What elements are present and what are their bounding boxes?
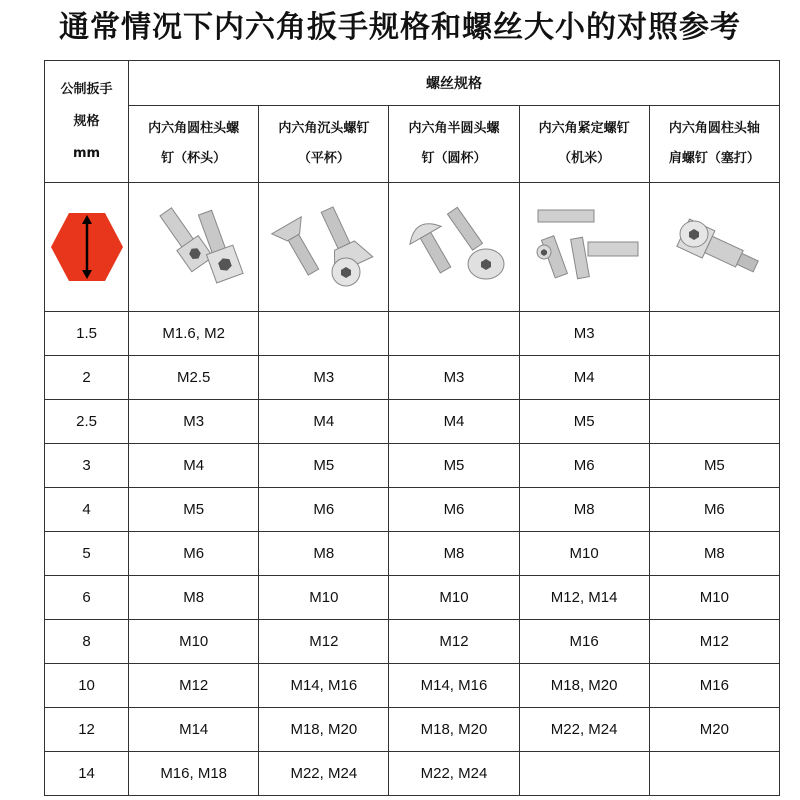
screw-size-cell: M10 [649,576,779,620]
col-header-countersunk [259,106,389,183]
shoulder-bolt-icon [654,192,774,302]
wrench-size-cell: 2 [45,356,129,400]
wrench-size-cell: 12 [45,708,129,752]
col-header-line: 内六角沉头螺钉 [278,121,370,136]
screw-size-cell: M18, M20 [519,664,649,708]
screw-size-cell: M8 [389,532,519,576]
screw-size-cell: M4 [129,444,259,488]
wrench-size-header-unit: mm [73,145,101,161]
screw-size-cell: M8 [259,532,389,576]
screw-size-cell: M12 [389,620,519,664]
table-row [45,444,780,488]
screw-size-cell [649,356,779,400]
col-header-button-head [389,106,519,183]
table-row [45,532,780,576]
screw-size-cell: M8 [519,488,649,532]
wrench-size-header-line2: 规格 [73,113,100,129]
col-header-line: 肩螺钉（塞打） [668,151,760,166]
screw-size-cell: M12 [129,664,259,708]
screw-size-cell: M3 [129,400,259,444]
table-row [45,752,780,796]
screw-size-cell: M3 [519,312,649,356]
screw-size-cell: M20 [649,708,779,752]
countersunk-screw-icon [264,192,384,302]
screw-size-cell: M18, M20 [389,708,519,752]
screw-size-cell: M10 [129,620,259,664]
screw-size-cell: M22, M24 [389,752,519,796]
col-header-line: 内六角半圆头螺 [408,121,500,136]
screw-size-cell: M6 [259,488,389,532]
wrench-screw-table [44,60,780,796]
col-header-set-screw [519,106,649,183]
screw-size-cell [649,400,779,444]
screw-size-cell: M12 [649,620,779,664]
screw-size-cell: M5 [649,444,779,488]
screw-size-cell: M4 [519,356,649,400]
screw-size-cell: M6 [389,488,519,532]
screw-size-cell: M3 [259,356,389,400]
screw-size-cell: M6 [519,444,649,488]
table-row [45,576,780,620]
screw-size-cell: M10 [519,532,649,576]
button-head-screw-image-cell [389,183,519,312]
wrench-size-header [45,61,129,183]
screw-size-cell [649,312,779,356]
screw-size-cell: M5 [259,444,389,488]
screw-size-cell: M10 [259,576,389,620]
screw-size-cell: M5 [129,488,259,532]
screw-size-cell [259,312,389,356]
screw-size-cell: M12 [259,620,389,664]
screw-size-cell: M3 [389,356,519,400]
screw-size-cell: M4 [259,400,389,444]
col-header-cup-head [129,106,259,183]
col-header-line: 钉（杯头） [161,151,227,166]
hexagon-icon-cell [45,183,129,312]
screw-size-cell: M14, M16 [259,664,389,708]
table-row [45,664,780,708]
countersunk-screw-image-cell [259,183,389,312]
screw-size-cell: M4 [389,400,519,444]
screw-size-cell: M1.6, M2 [129,312,259,356]
screw-size-cell: M6 [129,532,259,576]
wrench-size-cell: 2.5 [45,400,129,444]
screw-size-cell: M16, M18 [129,752,259,796]
wrench-size-cell: 3 [45,444,129,488]
page-title: 通常情况下内六角扳手规格和螺丝大小的对照参考 [59,10,741,45]
screw-size-cell: M22, M24 [519,708,649,752]
table-row [45,356,780,400]
col-header-line: 内六角圆柱头轴 [668,121,760,136]
table-row [45,620,780,664]
table-row [45,488,780,532]
wrench-size-cell: 14 [45,752,129,796]
table-row [45,312,780,356]
shoulder-bolt-image-cell [649,183,779,312]
screw-size-cell: M10 [389,576,519,620]
screw-size-cell [649,752,779,796]
cup-head-screw-image-cell [129,183,259,312]
screw-size-cell: M14, M16 [389,664,519,708]
cup-head-screw-icon [134,192,254,302]
wrench-size-cell: 10 [45,664,129,708]
screw-size-cell [519,752,649,796]
screw-size-cell: M8 [649,532,779,576]
wrench-size-cell: 6 [45,576,129,620]
wrench-size-cell: 4 [45,488,129,532]
screw-size-cell: M18, M20 [259,708,389,752]
screw-size-cell: M12, M14 [519,576,649,620]
set-screw-image-cell [519,183,649,312]
col-header-line: 钉（圆杯） [421,151,487,166]
col-header-line: （平杯） [297,151,350,166]
col-header-line: （机米） [558,151,611,166]
screw-size-cell: M22, M24 [259,752,389,796]
set-screw-icon [524,192,644,302]
screw-size-cell [389,312,519,356]
button-head-screw-icon [394,192,514,302]
screw-size-cell: M16 [649,664,779,708]
hexagon-icon [49,209,125,285]
screw-size-cell: M5 [519,400,649,444]
screw-size-cell: M16 [519,620,649,664]
table-row [45,708,780,752]
wrench-size-cell: 8 [45,620,129,664]
screw-size-cell: M14 [129,708,259,752]
col-header-line: 内六角圆柱头螺 [148,121,240,136]
col-header-shoulder-bolt [649,106,779,183]
screw-size-cell: M6 [649,488,779,532]
screw-size-cell: M8 [129,576,259,620]
screw-size-cell: M2.5 [129,356,259,400]
table-row [45,400,780,444]
wrench-size-cell: 1.5 [45,312,129,356]
wrench-size-cell: 5 [45,532,129,576]
wrench-size-header-line1: 公制扳手 [60,81,113,97]
screw-size-cell: M5 [389,444,519,488]
screw-spec-header: 螺丝规格 [129,61,780,106]
col-header-line: 内六角紧定螺钉 [538,121,630,136]
